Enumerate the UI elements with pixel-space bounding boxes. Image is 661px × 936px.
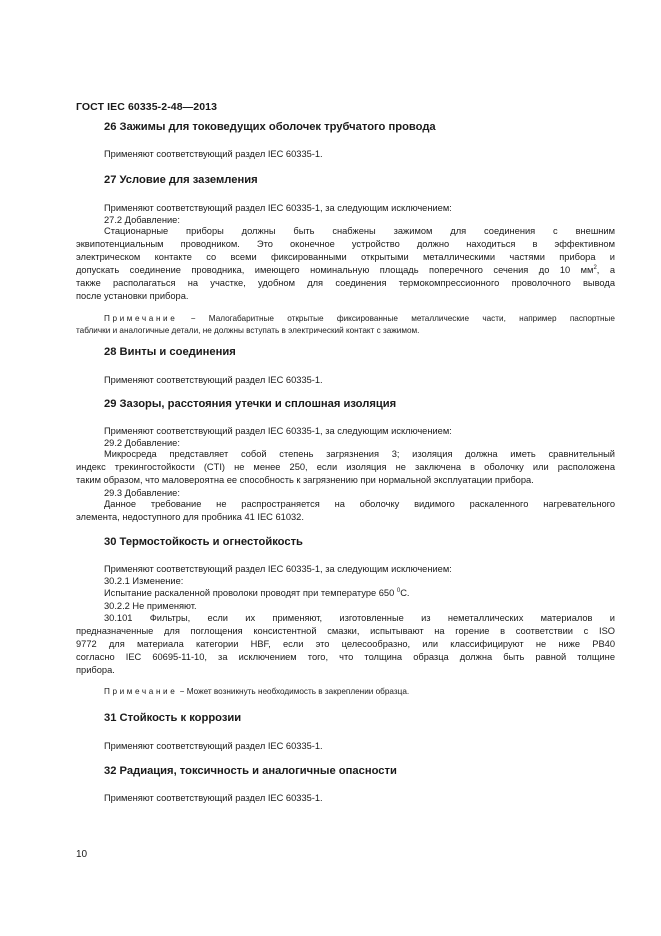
section-29-para-line: элемента, недоступного для пробника 41 IEC 61032. [76,512,304,522]
page-number: 10 [76,849,88,860]
section-30-para-line: согласно IEC 60695-11-10, за исключением того, что толщина образца должна быть равной толщине [76,652,615,662]
note-dash: − [179,687,185,696]
para-text: допускать соединение проводника, имеющего номинальную площадь поперечного сечения до 10 мм [76,265,594,275]
temp-unit: С. [400,588,410,598]
section-31-text: Применяют соответствующий раздел IEC 60335-1. [104,741,323,751]
section-29-heading: 29 Зазоры, расстояния утечки и сплошная изоляция [104,398,397,410]
note-label: Примечание [104,314,178,323]
section-27-para-line: также располагаться на участке, удобном для соединения термокомпрессионного проволочного вывода [76,278,615,288]
section-29-clause: 29.3 Добавление: [104,488,180,498]
section-27-note-line: таблички и аналогичные детали, не должны вступать в электрический контакт с зажимом. [76,326,420,335]
section-27-para-line: эквипотенциальным проводником. Это оконечное устройство должно находиться в эффективном [76,239,615,249]
section-26-text: Применяют соответствующий раздел IEC 60335-1. [104,149,323,159]
section-30-clause: 30.2.2 Не применяют. [104,601,197,611]
temp-text: Испытание раскаленной проволоки проводят при температуре 650 [104,588,395,598]
section-27-clause: 27.2 Добавление: [104,215,180,225]
para-text: , а [596,265,615,275]
section-27-para-line-sup [76,264,615,277]
section-29-para-line: таким образом, что маловероятна ее способность к загрязнению при нормальной эксплуатации прибора. [76,475,534,485]
section-28-text: Применяют соответствующий раздел IEC 60335-1. [104,375,323,385]
superscript: 0 [396,588,401,594]
section-26-heading: 26 Зажимы для токоведущих оболочек трубчатого провода [104,121,436,133]
section-27-text: Применяют соответствующий раздел IEC 60335-1, за следующим исключением: [104,203,452,213]
section-30-note [76,686,615,698]
section-30-para-line: 30.101 Фильтры, если их применяют, изготовленные из неметаллических материалов и [104,613,615,623]
note-text: Малогабаритные открытые фиксированные металлические части, например паспортные [208,314,615,323]
section-30-para-line: предназначенные для поглощения консистентной смазки, испытывают на горение в соответствии с ISO [76,626,615,636]
note-dash: − [190,314,196,323]
note-label: Примечание [104,687,178,696]
section-27-para-line: Стационарные приборы должны быть снабжены зажимом для соединения с внешним [104,226,615,236]
section-27-note [76,313,615,325]
note-text: Может возникнуть необходимость в закреплении образца. [186,687,410,696]
section-28-heading: 28 Винты и соединения [104,346,236,358]
section-30-text: Применяют соответствующий раздел IEC 60335-1, за следующим исключением: [104,564,452,574]
section-29-text: Применяют соответствующий раздел IEC 60335-1, за следующим исключением: [104,426,452,436]
section-30-clause: 30.2.1 Изменение: [104,576,184,586]
section-27-para-line: после установки прибора. [76,291,189,301]
section-32-heading: 32 Радиация, токсичность и аналогичные опасности [104,765,397,777]
section-30-para-line: прибора. [76,665,115,675]
section-27-heading: 27 Условие для заземления [104,174,258,186]
section-32-text: Применяют соответствующий раздел IEC 60335-1. [104,793,323,803]
section-30-temperature [104,587,410,599]
section-30-para-line: 9772 для материала категории HBF, если это целесообразно, или классифицируют не ниже PB40 [76,639,615,649]
section-29-clause: 29.2 Добавление: [104,438,180,448]
superscript: 2 [593,265,597,271]
running-header: ГОСТ IEC 60335-2-48—2013 [76,101,218,113]
section-29-para-line: Микросреда представляет собой степень загрязнения 3; изоляция должна иметь сравнительный [104,449,615,459]
section-31-heading: 31 Стойкость к коррозии [104,712,242,724]
section-30-heading: 30 Термостойкость и огнестойкость [104,536,303,548]
section-29-para-line: Данное требование не распространяется на оболочку видимого раскаленного нагревательного [104,499,615,509]
section-29-para-line: индекс трекингостойкости (CTI) не менее 250, если изоляция не заключена в оболочку или расположена [76,462,615,472]
section-27-para-line: электрическом контакте со всеми фиксированными открытыми металлическими частями прибора и [76,252,615,262]
